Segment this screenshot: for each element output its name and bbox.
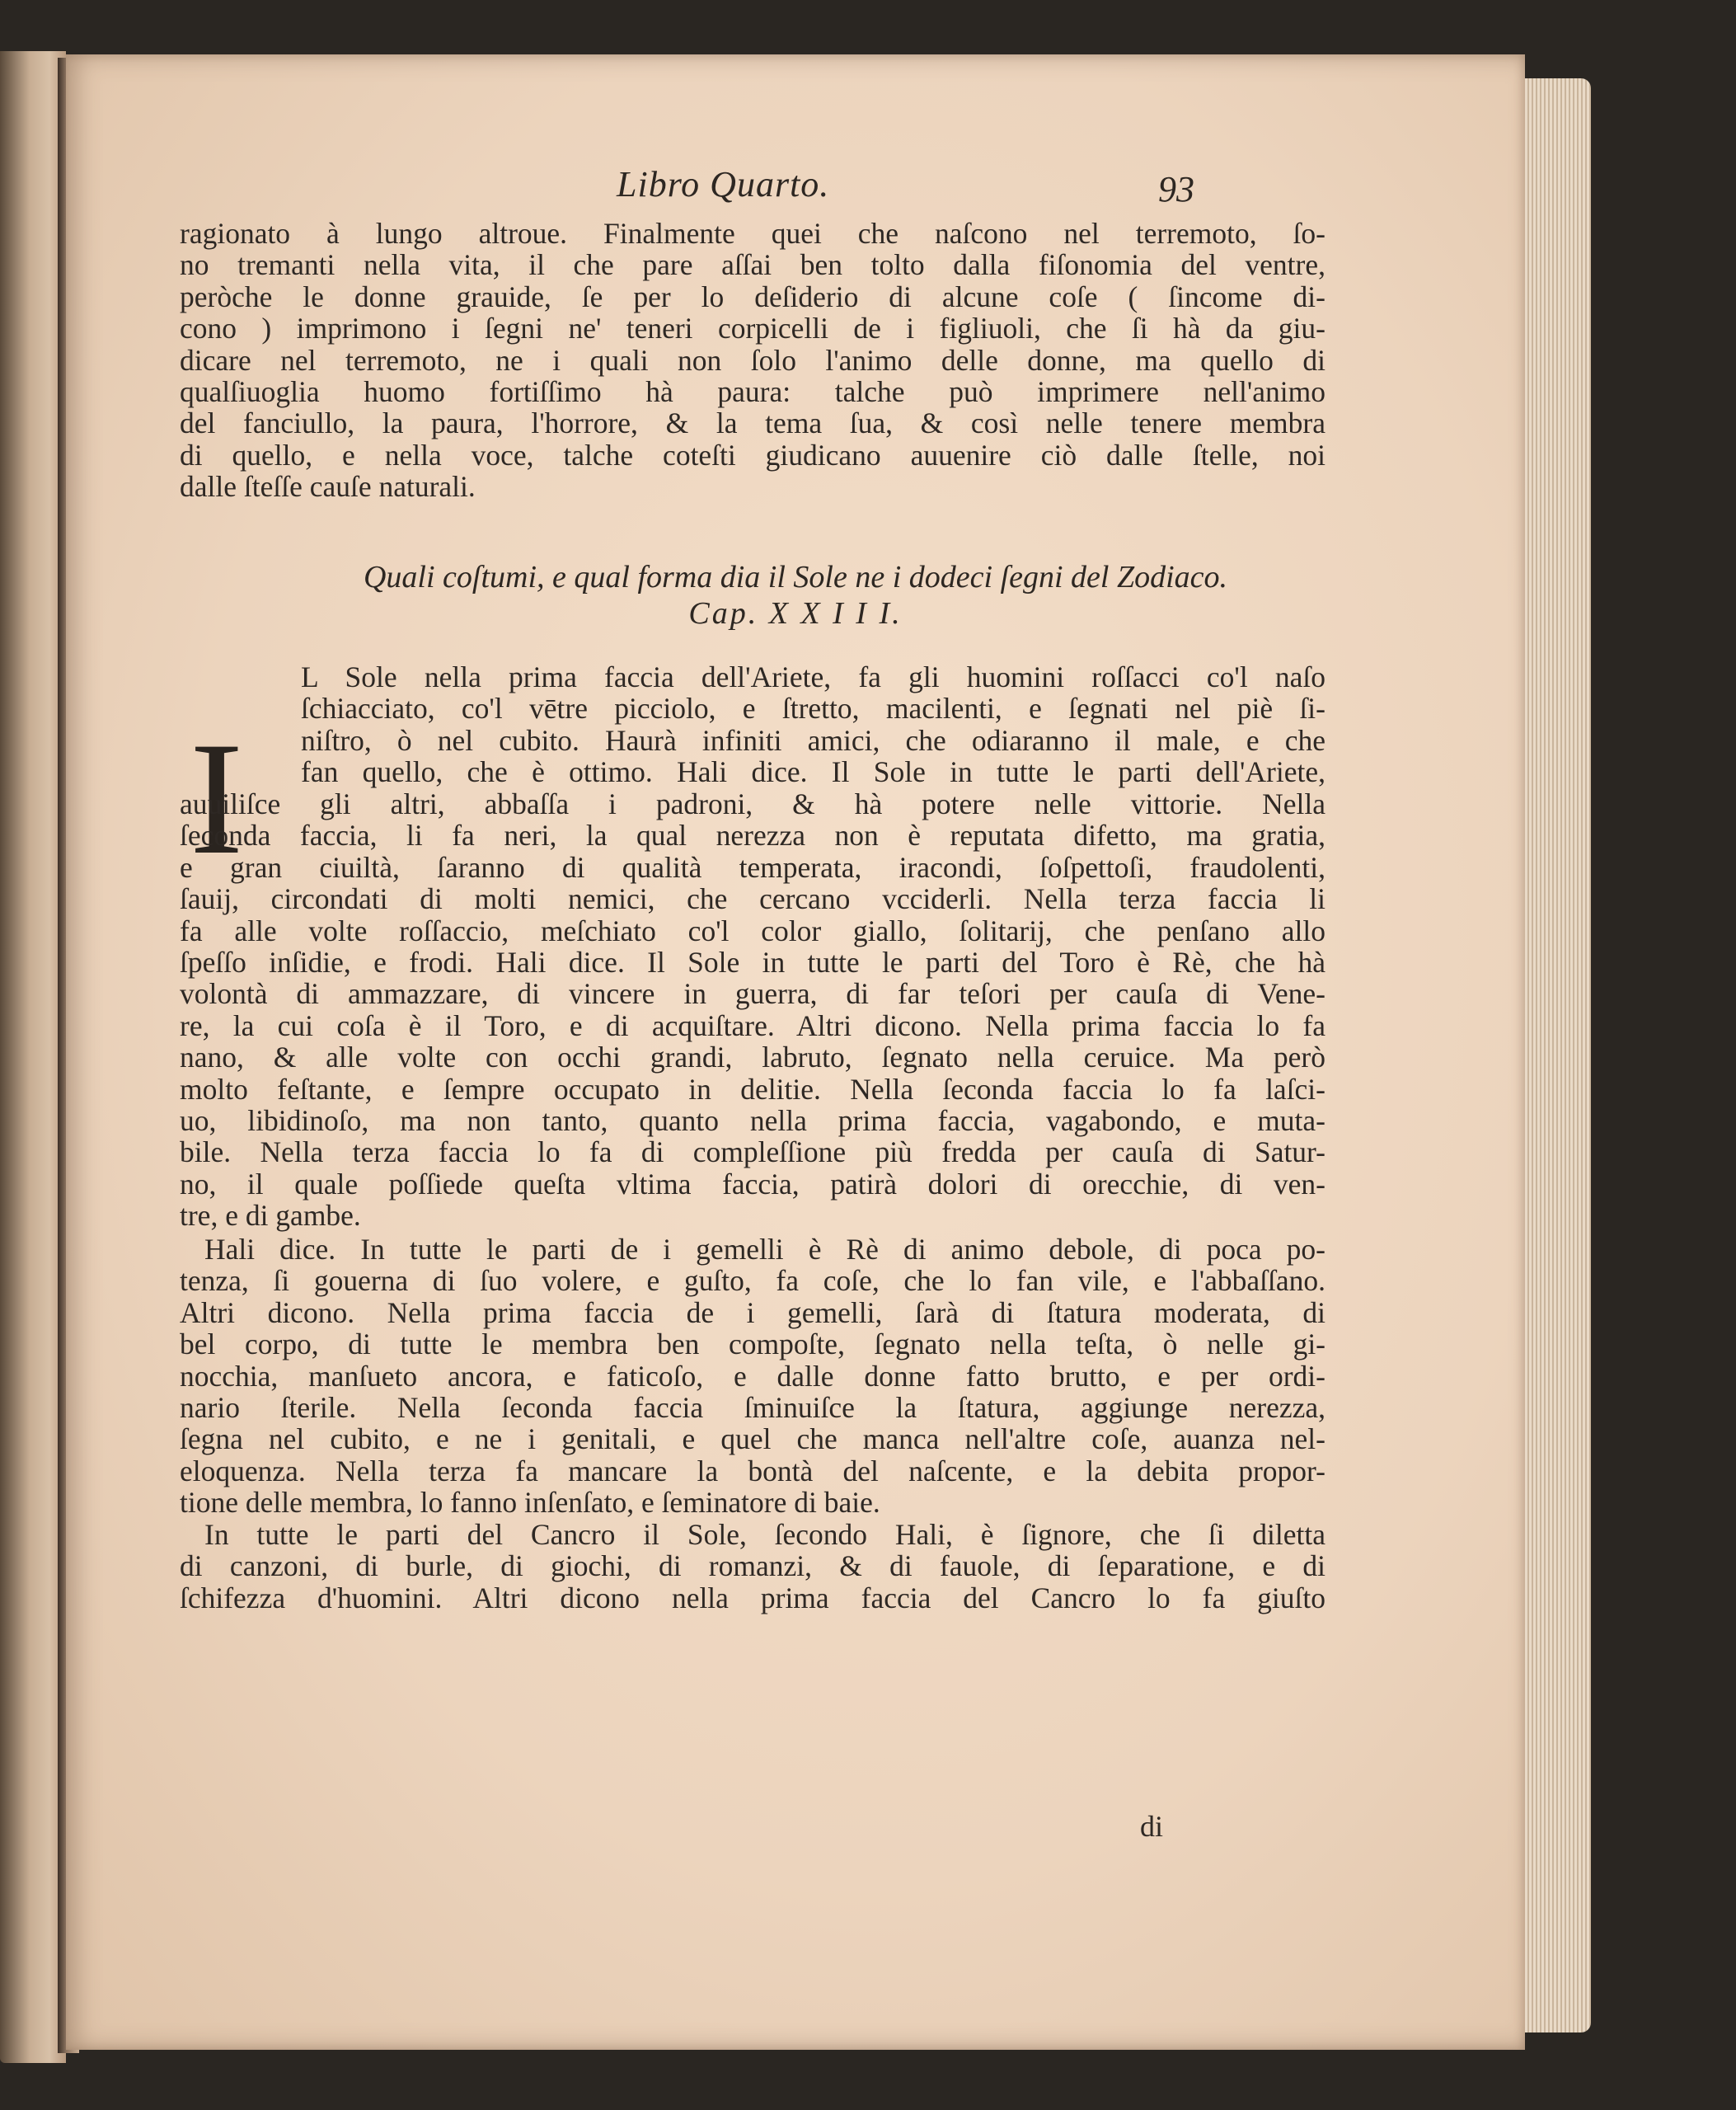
chapter-title: Quali coſtumi, e qual forma dia il Sole ne i dodeci ſegni del Zodiaco.	[363, 560, 1228, 594]
chapter-number: Cap. X X I I I.	[688, 596, 903, 631]
text-line: nocchia, manſueto ancora, e faticoſo, e dalle donne fatto brutto, e per ordi-	[180, 1359, 1325, 1393]
text-line: fan quello, che è ottimo. Hali dice. Il Sole in tutte le parti dell'Ariete,	[301, 755, 1325, 789]
text-line: cono ) imprimono i ſegni ne' teneri corpicelli de i figliuoli, che ſi hà da giu-	[180, 312, 1325, 345]
text-line: no tremanti nella vita, il che pare aſſai ben tolto dalla fiſonomia del ventre,	[180, 248, 1325, 282]
text-line: volontà di ammazzare, di vincere in guerra, di far teſori per cauſa di Vene-	[180, 977, 1325, 1011]
left-page-edge	[0, 51, 66, 2063]
aries-taurus-paragraph	[180, 788, 1325, 1232]
text-line: In tutte le parti del Cancro il Sole, ſecondo Hali, è ſignore, che ſi diletta	[204, 1518, 1325, 1551]
text-line: tione delle membra, lo fanno inſenſato, e ſeminatore di baie.	[180, 1486, 880, 1520]
running-head: Libro Quarto.	[617, 164, 830, 204]
text-line: peròche le donne grauide, ſe per lo deſiderio di alcune coſe ( ſincome di-	[180, 280, 1325, 313]
text-line: no, il quale poſſiede queſta vltima faccia, patirà dolori di orecchie, di ven-	[180, 1167, 1325, 1201]
page-number: 93	[1158, 169, 1194, 209]
text-line: ſchifezza d'huomini. Altri dicono nella prima faccia del Cancro lo fa giuſto	[180, 1581, 1325, 1614]
text-line: di canzoni, di burle, di giochi, di romanzi, & di fauole, di ſeparatione, e di	[180, 1549, 1325, 1583]
text-line: dalle ſteſſe cauſe naturali.	[180, 470, 476, 504]
text-line: e gran ciuiltà, ſaranno di qualità temperata, iracondi, ſoſpettoſi, fraudolenti,	[180, 850, 1325, 884]
text-line: niſtro, ò nel cubito. Haurà infiniti amici, che odiaranno il male, e che	[301, 723, 1325, 757]
text-line: ſegna nel cubito, e ne i genitali, e quel che manca nell'altre coſe, auanza nel-	[180, 1422, 1325, 1456]
page-stack-edge	[1517, 78, 1591, 2032]
text-line: re, la cui coſa è il Toro, e di acquiſtare. Altri dicono. Nella prima faccia lo fa	[180, 1008, 1325, 1042]
text-line: tre, e di gambe.	[180, 1199, 361, 1233]
text-line: ſchiacciato, co'l vētre picciolo, e ſtretto, macilenti, e ſegnati nel piè ſi-	[301, 692, 1325, 726]
text-line: del fanciullo, la paura, l'horrore, & la tema ſua, & così nelle tenere membra	[180, 406, 1325, 440]
text-line: ſeconda faccia, li fa neri, la qual nerezza non è reputata difetto, ma gratia,	[180, 819, 1325, 853]
text-line: fa alle volte roſſaccio, meſchiato co'l color giallo, ſolitarij, che penſano allo	[180, 914, 1325, 947]
text-line: qualſiuoglia huomo fortiſſimo hà paura: talche può imprimere nell'animo	[180, 375, 1325, 409]
text-line: ſauij, circondati di molti nemici, che cercano vcciderli. Nella terza faccia li	[180, 882, 1325, 916]
text-line: uo, libidinoſo, ma non tanto, quanto nella prima faccia, vagabondo, e muta-	[180, 1104, 1325, 1138]
drop-cap: I	[190, 709, 244, 888]
text-line: Altri dicono. Nella prima faccia de i gemelli, ſarà di ſtatura moderata, di	[180, 1295, 1325, 1329]
text-line: auuiliſce gli altri, abbaſſa i padroni, & hà potere nelle vittorie. Nella	[180, 787, 1325, 820]
text-line: nario ſterile. Nella ſeconda faccia ſminuiſce la ſtatura, aggiunge nerezza,	[180, 1391, 1325, 1425]
text-line: di quello, e nella voce, talche coteſti giudicano auuenire ciò dalle ſtelle, noi	[180, 438, 1325, 472]
page-header	[66, 163, 1525, 221]
drop-cap-lines	[301, 661, 1325, 788]
cancer-paragraph	[180, 1519, 1325, 1614]
gemini-paragraph	[180, 1234, 1325, 1519]
text-line: L Sole nella prima faccia dell'Ariete, fa gli huomini roſſacci co'l naſo	[301, 660, 1325, 693]
text-line: nano, & alle volte con occhi grandi, labruto, ſegnato nella ceruice. Ma però	[180, 1041, 1325, 1074]
text-line: bel corpo, di tutte le membra ben compoſte, ſegnato nella teſta, ò nelle gi-	[180, 1328, 1325, 1361]
text-line: ragionato à lungo altroue. Finalmente quei che naſcono nel terremoto, ſo-	[180, 217, 1325, 250]
text-line: tenza, ſi gouerna di ſuo volere, e guſto, fa coſe, che lo fan vile, e l'abbaſſano.	[180, 1264, 1325, 1298]
text-line: bile. Nella terza faccia lo fa di compleſſione più fredda per cauſa di Satur-	[180, 1135, 1325, 1169]
text-line: ſpeſſo inſidie, e frodi. Hali dice. Il Sole in tutte le parti del Toro è Rè, che hà	[180, 946, 1325, 980]
text-line: molto feſtante, e ſempre occupato in delitie. Nella ſeconda faccia lo fa laſci-	[180, 1072, 1325, 1106]
text-line: dicare nel terremoto, ne i quali non ſolo l'animo delle donne, ma quello di	[180, 343, 1325, 377]
text-line: Hali dice. In tutte le parti de i gemelli è Rè di animo debole, di poca po-	[204, 1233, 1325, 1266]
book-page	[66, 54, 1525, 2050]
intro-paragraph	[180, 218, 1325, 503]
text-line: eloquenza. Nella terza fa mancare la bontà del naſcente, e la debita propor-	[180, 1454, 1325, 1487]
catchword: di	[1140, 1810, 1164, 1843]
